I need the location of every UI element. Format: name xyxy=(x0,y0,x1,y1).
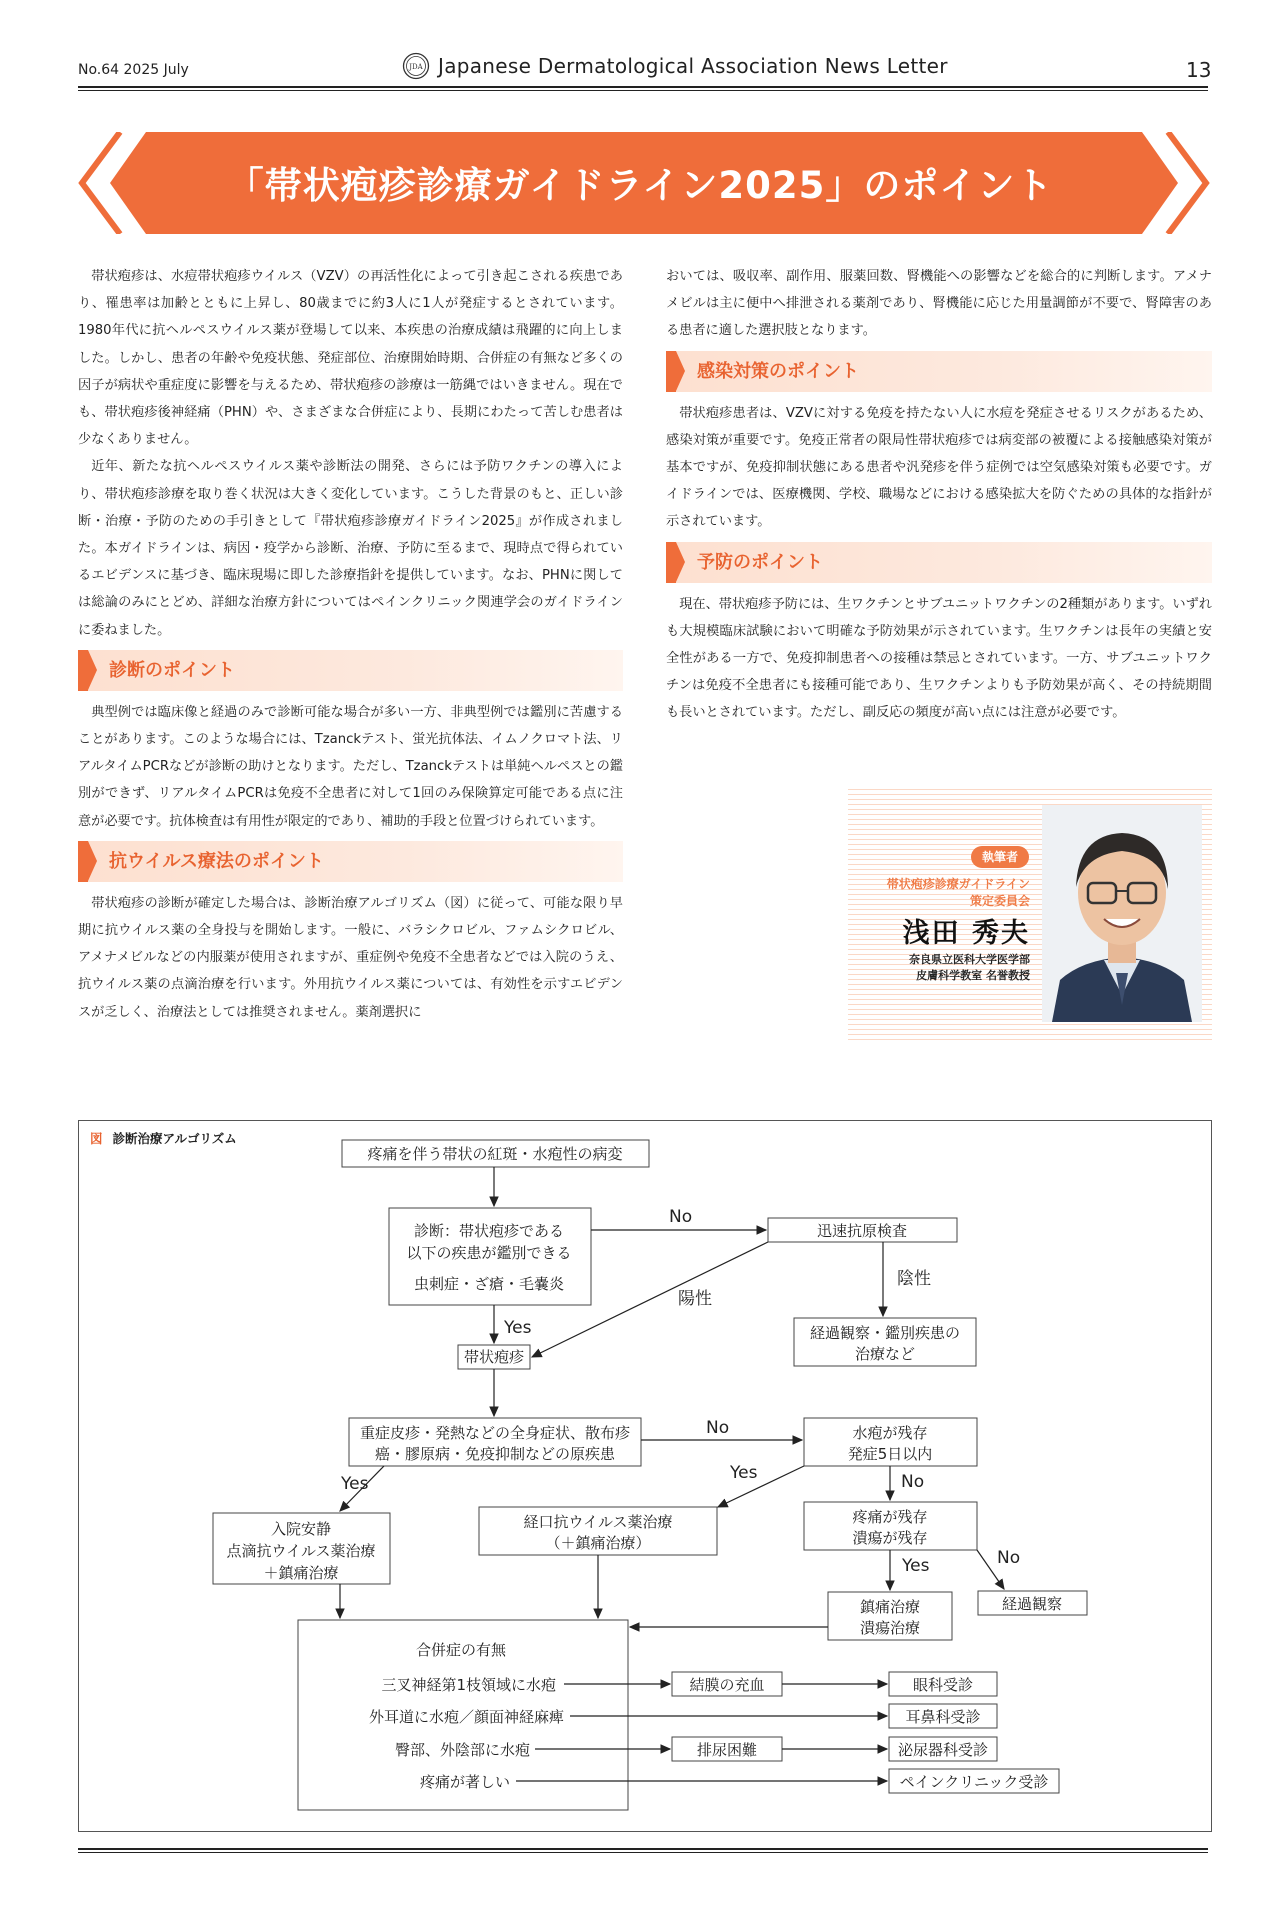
node-severe-line-2: 癌・膠原病・免疫抑制などの原疾患 xyxy=(374,1445,616,1463)
author-affiliation-line-2: 皮膚科学教室 名誉教授 xyxy=(916,969,1030,982)
node-inpatient-line-2: 点滴抗ウイルス薬治療 xyxy=(226,1542,376,1560)
section-title-infection: 感染対策のポイント xyxy=(697,360,859,382)
node-followup: 経過観察 xyxy=(1001,1595,1063,1613)
page-number: 13 xyxy=(1186,58,1212,82)
infection-paragraph: 帯状疱疹患者は、VZVに対する免疫を持たない人に水痘を発症させるリスクがあるため、感染対策が重要です。免疫正常者の限局性帯状疱疹では病変部の被覆による接触感染対策が基本ですが、免疫抑制状態にある患者や汎発疹を伴う症例では空気感染対策も必要です。ガイドラインでは、医療機関、学校、職場などにおける感染拡大を防ぐための具体的な指針が示されています。 xyxy=(666,405,1212,530)
section-title-diagnosis: 診断のポイント xyxy=(109,659,235,681)
newsletter-title: Japanese Dermatological Association News Letter xyxy=(438,54,948,78)
intro-paragraph-1: 帯状疱疹は、水痘帯状疱疹ウイルス（VZV）の再活性化によって引き起こされる疾患であり、罹患率は加齢とともに上昇し、80歳までに約3人に1人が発症するとされています。1980年代に抗ヘルペスウイルス薬が登場して以来、本疾患の治療成績は飛躍的に向上しました。しかし、患者の年齢や免疫状態、発症部位、治療開始時期、合併症の有無など多くの因子が病状や重症度に影響を与えるため、帯状疱疹の診療は一筋縄ではいきません。現在でも、帯状疱疹後神経痛（PHN）や、さまざまな合併症により、長期にわたって苦しむ患者は少なくありません。 xyxy=(78,269,623,448)
node-oral-line-2: （＋鎮痛治療） xyxy=(545,1534,651,1552)
node-blister-line-1: 水疱が残存 xyxy=(852,1424,928,1442)
label-negative: 陰性 xyxy=(897,1269,931,1289)
author-tag: 執筆者 xyxy=(971,846,1029,868)
node-herpes-zoster: 帯状疱疹 xyxy=(463,1348,525,1366)
author-name: 浅田 秀夫 xyxy=(902,918,1030,949)
label-positive: 陽性 xyxy=(678,1289,712,1309)
node-eye: 眼科受診 xyxy=(912,1676,974,1694)
label-yes-4: Yes xyxy=(902,1556,930,1576)
node-urination: 排尿困難 xyxy=(696,1741,758,1759)
node-ent: 耳鼻科受診 xyxy=(905,1708,981,1726)
label-no-1: No xyxy=(669,1207,693,1227)
article-title: 「帯状疱疹診療ガイドライン2025」のポイント xyxy=(226,164,1054,207)
node-pain-clinic: ペインクリニック受診 xyxy=(899,1773,1049,1791)
node-oral-line-1: 経口抗ウイルス薬治療 xyxy=(523,1513,673,1531)
node-complication-4: 疼痛が著しい xyxy=(419,1773,510,1791)
figure-caption-text: 診断治療アルゴリズム xyxy=(112,1131,237,1146)
label-yes-2: Yes xyxy=(341,1474,369,1494)
node-complication-2: 外耳道に水疱／顔面神経麻痺 xyxy=(368,1708,564,1726)
diagnosis-paragraph: 典型例では臨床像と経過のみで診断可能な場合が多い一方、非典型例では鑑別に苦慮することがあります。このような場合には、Tzanckテスト、蛍光抗体法、イムノクロマト法、リアルタイムPCRなどが診断の助けとなります。ただし、Tzanckテストは単純ヘルペスとの鑑別ができず、リアルタイムPCRは免疫不全患者に対して1回のみ保険算定可能である点に注意が必要です。抗体検査は有用性が限定的であり、補助的手段と位置づけられています。 xyxy=(78,704,623,829)
prevention-paragraph: 現在、帯状疱疹予防には、生ワクチンとサブユニットワクチンの2種類があります。いずれも大規模臨床試験において明確な予防効果が示されています。生ワクチンは長年の実績と安全性がある一方で、免疫抑制患者への接種は禁忌とされています。一方、サブユニットワクチンは免疫不全患者にも接種可能であり、生ワクチンよりも予防効果が高く、その持続期間も長いとされています。ただし、副反応の頻度が高い点には注意が必要です。 xyxy=(666,596,1212,721)
node-observe-line-1: 経過観察・鑑別疾患の xyxy=(809,1324,961,1342)
intro-paragraph-2: 近年、新たな抗ヘルペスウイルス薬や診断法の開発、さらには予防ワクチンの導入により、帯状疱疹診療を取り巻く状況は大きく変化しています。こうした背景のもと、正しい診断・治療・予防のための手引きとして『帯状疱疹診療ガイドライン2025』が作成されました。本ガイドラインは、病因・疫学から診断、治療、予防に至るまで、現時点で得られているエビデンスに基づき、臨床現場に即した診療指針を提供しています。なお、PHNに関しては総論のみにとどめ、詳細な治療方針についてはペインクリニック関連学会のガイドラインに委ねました。 xyxy=(78,459,623,638)
node-complications-title: 合併症の有無 xyxy=(415,1641,507,1659)
author-committee-line-1: 帯状疱疹診療ガイドライン xyxy=(886,877,1030,891)
label-yes-3: Yes xyxy=(730,1463,758,1483)
node-diagnosis-line-3: 虫刺症・ざ瘡・毛嚢炎 xyxy=(413,1275,565,1293)
section-title-prevention: 予防のポイント xyxy=(697,551,823,573)
node-blister-line-2: 発症5日以内 xyxy=(847,1445,933,1463)
node-rapid-test: 迅速抗原検査 xyxy=(816,1222,908,1240)
label-no-3: No xyxy=(901,1472,925,1492)
node-diagnosis-line-1: 診断：帯状疱疹である xyxy=(413,1222,565,1240)
node-diagnosis-line-2: 以下の疾患が鑑別できる xyxy=(406,1244,572,1262)
node-complication-1: 三叉神経第1枝領域に水疱 xyxy=(381,1676,556,1694)
node-analgesic-line-1: 鎮痛治療 xyxy=(859,1598,921,1616)
node-observe-line-2: 治療など xyxy=(854,1345,916,1363)
node-pain-line-1: 疼痛が残存 xyxy=(852,1508,928,1526)
node-complication-3: 臀部、外陰部に水疱 xyxy=(394,1741,530,1759)
figure-marker: 図 xyxy=(90,1131,103,1146)
node-urology: 泌尿器科受診 xyxy=(897,1741,989,1759)
node-severe-line-1: 重症皮疹・発熱などの全身症状、散布疹 xyxy=(359,1424,631,1442)
node-start: 疼痛を伴う帯状の紅斑・水疱性の病変 xyxy=(367,1145,623,1163)
label-no-2: No xyxy=(706,1418,730,1438)
node-analgesic-line-2: 潰瘍治療 xyxy=(859,1619,921,1637)
label-no-4: No xyxy=(997,1548,1021,1568)
issue-label: No.64 2025 July xyxy=(78,62,189,78)
node-conjunctiva: 結膜の充血 xyxy=(689,1676,765,1694)
footer-rule xyxy=(78,1848,1208,1850)
author-affiliation-line-1: 奈良県立医科大学医学部 xyxy=(909,953,1030,966)
footer-rule-thin xyxy=(78,1852,1208,1853)
node-inpatient-line-3: ＋鎮痛治療 xyxy=(263,1564,339,1582)
logo-text: JDA xyxy=(409,63,423,71)
node-pain-line-2: 潰瘍が残存 xyxy=(852,1529,928,1547)
antiviral-paragraph: 帯状疱疹の診断が確定した場合は、診断治療アルゴリズム（図）に従って、可能な限り早期に抗ウイルス薬の全身投与を開始します。一般に、バラシクロビル、ファムシクロビル、アメナメビルなどの内服薬が使用されますが、重症例や免疫不全患者などでは入院のうえ、抗ウイルス薬の点滴治療を行います。外用抗ウイルス薬については、有効性を示すエビデンスが乏しく、治療法としては推奨されません。薬剤選択に xyxy=(78,895,623,1020)
node-inpatient-line-1: 入院安静 xyxy=(270,1520,332,1538)
section-title-antiviral: 抗ウイルス療法のポイント xyxy=(109,850,324,872)
label-yes-1: Yes xyxy=(504,1318,532,1338)
continued-paragraph: おいては、吸収率、副作用、服薬回数、腎機能への影響などを総合的に判断します。アメナメビルは主に便中へ排泄される薬剤であり、腎機能に応じた用量調節が不要で、腎障害のある患者に適した選択肢となります。 xyxy=(666,269,1212,339)
author-committee-line-2: 策定委員会 xyxy=(969,894,1030,908)
